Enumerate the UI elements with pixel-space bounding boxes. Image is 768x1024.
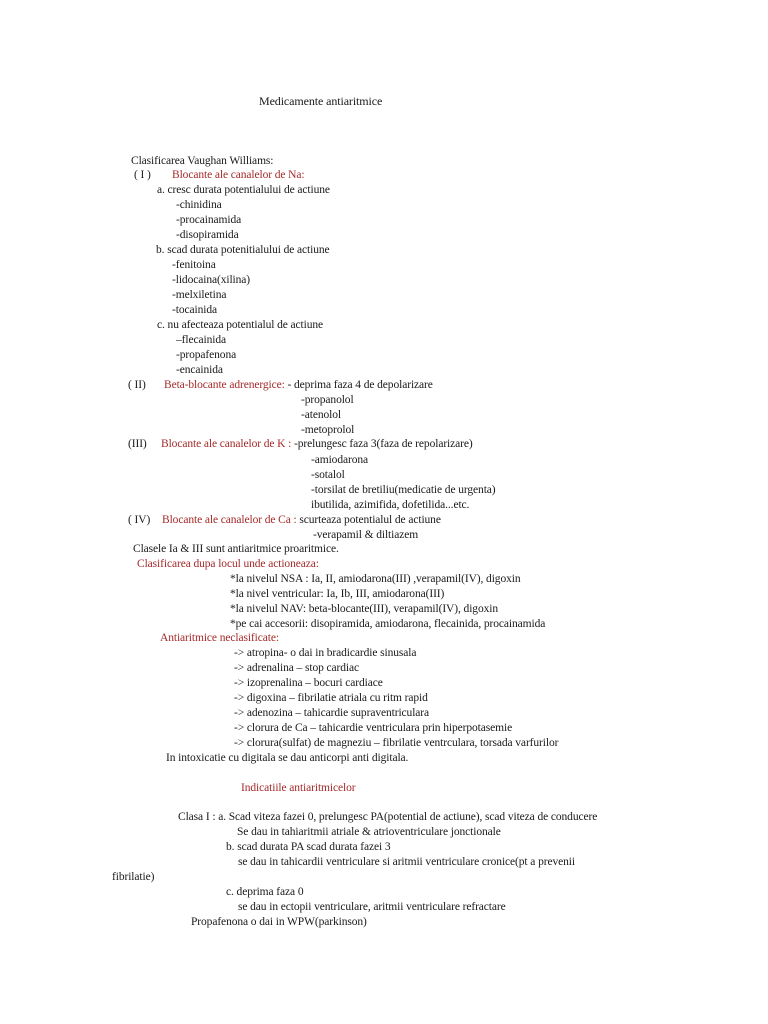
class3-number: (III) bbox=[128, 438, 147, 450]
class3-item: -amiodarona bbox=[311, 454, 369, 466]
class1-c-item: -propafenona bbox=[176, 349, 237, 361]
class1-a-item: -procainamida bbox=[176, 214, 242, 226]
proarrhythmic-note: Clasele Ia & III sunt antiaritmice proaritmice. bbox=[133, 543, 339, 555]
class3-line bbox=[161, 437, 473, 451]
unclassified-item: -> adenozina – tahicardie supraventriculara bbox=[234, 707, 430, 719]
unclassified-item: -> adrenalina – stop cardiac bbox=[234, 662, 360, 674]
indication-class1-b-use: se dau in tahicardii ventriculare si aritmii ventriculare cronice(pt a prevenii bbox=[238, 856, 575, 868]
document-title: Medicamente antiaritmice bbox=[259, 94, 383, 108]
class4-name: Blocante ale canalelor de Ca : bbox=[162, 514, 297, 526]
class4-number: ( IV) bbox=[128, 514, 151, 526]
indication-class1-c-use: se dau in ectopii ventriculare, aritmii ventriculare refractare bbox=[238, 901, 506, 913]
class2-item: -atenolol bbox=[301, 409, 341, 421]
class1-a-item: -disopiramida bbox=[176, 229, 239, 241]
site-item: *la nivelul NSA : Ia, II, amiodarona(III) ,verapamil(IV), digoxin bbox=[230, 573, 521, 585]
class1-number: ( I ) bbox=[134, 169, 151, 181]
indication-class1-c: c. deprima faza 0 bbox=[226, 886, 304, 898]
class1-b-item: -lidocaina(xilina) bbox=[172, 274, 251, 286]
class2-number: ( II) bbox=[128, 379, 146, 391]
class1-c-heading: c. nu afecteaza potentialul de actiune bbox=[157, 319, 324, 331]
class1-a-heading: a. cresc durata potentialului de actiune bbox=[157, 184, 330, 196]
class1-c-item: -encainida bbox=[176, 364, 223, 376]
class3-description: -prelungesc faza 3(faza de repolarizare) bbox=[291, 438, 473, 450]
class1-c-item: –flecainida bbox=[176, 334, 226, 346]
site-item: *pe cai accesorii: disopiramida, amiodarona, flecainida, procainamida bbox=[230, 618, 546, 630]
class4-line bbox=[162, 513, 441, 527]
class1-b-item: -fenitoina bbox=[172, 259, 216, 271]
class1-b-item: -tocainida bbox=[172, 304, 217, 316]
indication-class1-b-use-continued: fibrilatie) bbox=[112, 871, 155, 883]
propafenona-note: Propafenona o dai in WPW(parkinson) bbox=[191, 916, 367, 928]
unclassified-item: -> clorura de Ca – tahicardie ventriculara prin hiperpotasemie bbox=[234, 722, 513, 734]
class2-item: -metoprolol bbox=[301, 424, 355, 436]
class2-description: - deprima faza 4 de depolarizare bbox=[284, 379, 433, 391]
class3-item: ibutilida, azimifida, dofetilida...etc. bbox=[311, 499, 470, 511]
class4-item: -verapamil & diltiazem bbox=[313, 529, 419, 541]
class1-b-heading: b. scad durata potenitialului de actiune bbox=[156, 244, 330, 256]
class2-line bbox=[164, 378, 433, 392]
indications-heading: Indicatiile antiaritmicelor bbox=[241, 782, 356, 794]
class4-description: scurteaza potentialul de actiune bbox=[296, 514, 441, 526]
digitalis-note: In intoxicatie cu digitala se dau anticorpi anti digitala. bbox=[166, 752, 409, 764]
class3-name: Blocante ale canalelor de K : bbox=[161, 438, 292, 450]
class2-item: -propanolol bbox=[301, 394, 354, 406]
class3-item: -torsilat de bretiliu(medicatie de urgenta) bbox=[311, 484, 496, 496]
unclassified-item: -> atropina- o dai in bradicardie sinusala bbox=[234, 647, 417, 659]
unclassified-item: -> clorura(sulfat) de magneziu – fibrilatie ventrculara, torsada varfurilor bbox=[234, 737, 559, 749]
indication-class1-a: Clasa I : a. Scad viteza fazei 0, prelungesc PA(potential de actiune), scad viteza de conducere bbox=[178, 811, 598, 823]
site-item: *la nivelul NAV: beta-blocante(III), verapamil(IV), digoxin bbox=[230, 603, 498, 615]
unclassified-item: -> digoxina – fibrilatie atriala cu ritm rapid bbox=[234, 692, 428, 704]
class1-name: Blocante ale canalelor de Na: bbox=[172, 169, 305, 181]
class1-a-item: -chinidina bbox=[176, 199, 222, 211]
site-heading: Clasificarea dupa locul unde actioneaza: bbox=[137, 558, 319, 570]
class1-b-item: -melxiletina bbox=[172, 289, 227, 301]
site-item: *la nivel ventricular: Ia, Ib, III, amiodarona(III) bbox=[230, 588, 445, 600]
class2-name: Beta-blocante adrenergice: bbox=[164, 379, 285, 391]
unclassified-item: -> izoprenalina – bocuri cardiace bbox=[234, 677, 383, 689]
indication-class1-a-use: Se dau in tahiaritmii atriale & atrioventriculare jonctionale bbox=[237, 826, 501, 838]
class3-item: -sotalol bbox=[311, 469, 345, 481]
indication-class1-b: b. scad durata PA scad durata fazei 3 bbox=[226, 841, 391, 853]
vw-heading: Clasificarea Vaughan Williams: bbox=[131, 155, 274, 167]
unclassified-heading: Antiaritmice neclasificate: bbox=[160, 632, 279, 644]
